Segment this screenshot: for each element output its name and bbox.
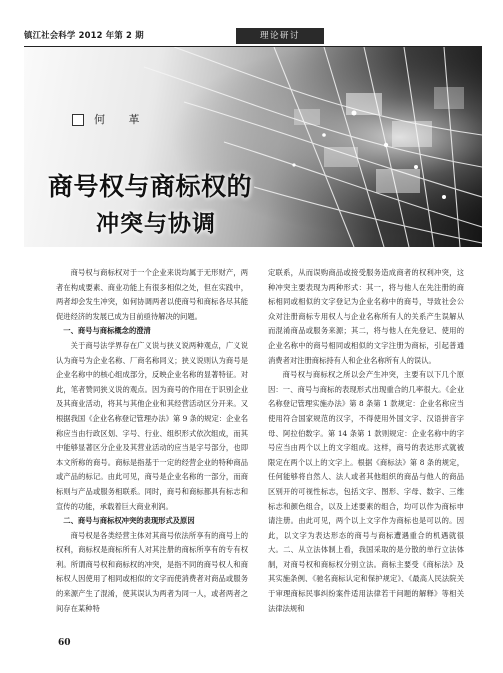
body-paragraph: 关于商号法学界存在广义说与狭义说两种观点，广义说认为商号为企业名称、厂商名称同义；狭义说则认为商号是企业名称中的核心组成部分，反映企业名称的显著特征。对此，笔者赞同狭义说的观点。因为商号的作用在于识别企业及其商业活动，将其与其他企业和其经营活动区分开来。又根据我国《企业名称登记管理办法》第 9 条的规定：企业名称应当由行政区划、字号、行业、组织形式依次组成，而其中能够显著区分企业及其营业活动的应当是字号部分，也即本文所称的商号。商标是指基于一定的经营企业的特种商品或产品的标记。由此可见，商号是企业名称的一部分，而商标则与产品或服务相联系。同时，商号和商标都具有标志和宣传的功能，承载着巨大商业利润。: [56, 340, 248, 511]
body-column-left: [56, 266, 248, 616]
section-heading: 一、商号与商标概念的澄清: [63, 326, 151, 336]
author-name: 何 革: [94, 113, 150, 126]
journal-name: 镇江社会科学 2012 年第 2 期: [24, 30, 144, 40]
section-tag: 理论研讨: [236, 28, 324, 44]
body-paragraph: 商号权是各类经营主体对其商号依法所享有的商号上的权利，商标权是商标所有人对其注册的商标所享有的专有权利。所谓商号权和商标权的冲突，是指不同的商号权人和商标权人因使用了相同或相似的文字而使消费者对商品或服务的来源产生了混淆，使其误认为两者为同一人，或者两者之间存在某种特: [56, 530, 248, 613]
article-title-line-1: 商号权与商标权的: [48, 172, 253, 201]
body-paragraph: 定联系，从而误购商品或接受服务造成商者的权利冲突，这种冲突主要表现为两种形式：其一，将与他人在先注册的商标相同或相似的文字登记为企业名称中的商号，导致社会公众对注册商标专用权人与企业名称所有人的关系产生误解从而混淆商品或服务来源；其二，将与他人在先登记、使用的企业名称中的商号相同或相似的文字注册为商标，引起普通消费者对注册商标持有人和企业名称所有人的误认。: [268, 268, 464, 365]
body-paragraph: 商号权与商标权之所以会产生冲突，主要有以下几个原因：一、商号与商标的表现形式出现重合的几率很大。《企业名称登记管理实施办法》第 8 条第 1 款规定：企业名称应当使用符合国家规范的汉字，不得使用外国文字、汉语拼音字母、阿拉伯数字。第 14 条第 1 款则规定：企业名称中的字号应当由两个以上的文字组成。这样，商号的表达形式就被限定在两个以上的文字上。根据《商标法》第 8 条的规定，任何能够将自然人、法人或者其他组织的商品与他人的商品区别开的可视性标志，包括文字、图形、字母、数字、三维标志和颜色组合，以及上述要素的组合，均可以作为商标申请注册。由此可见，两个以上文字作为商标也是可以的。因此，以文字为表达形态的商号与商标遭遇重合的机遇就很大。二、从立法体制上看，我国采取的是分散的单行立法体制，对商号权和商标权分别立法。商标主要受《商标法》及其实施条例、《驰名商标认定和保护规定》、《最高人民法院关于审理商标民事纠纷案件适用法律若干问题的解释》等相关法律法规和: [268, 370, 464, 613]
network-grid-illustration: [24, 47, 482, 247]
author-marker-box: [72, 114, 84, 126]
article-title-line-2: 冲突与协调: [96, 211, 216, 237]
page-number: 60: [58, 638, 71, 648]
body-column-right: [268, 266, 464, 616]
body-paragraph: 商号权与商标权对于一个企业来说均属于无形财产，两者在构成要素、商业功能上有很多相似之处，但在实践中，两者却会发生冲突，如何协调两者以使商号和商标各尽其能促进经济的发展已成为目前亟待解决的问题。: [56, 268, 248, 321]
section-heading: 二、商号与商标权冲突的表现形式及原因: [63, 516, 195, 526]
title-banner-image: [24, 47, 482, 247]
running-header: [24, 28, 482, 47]
